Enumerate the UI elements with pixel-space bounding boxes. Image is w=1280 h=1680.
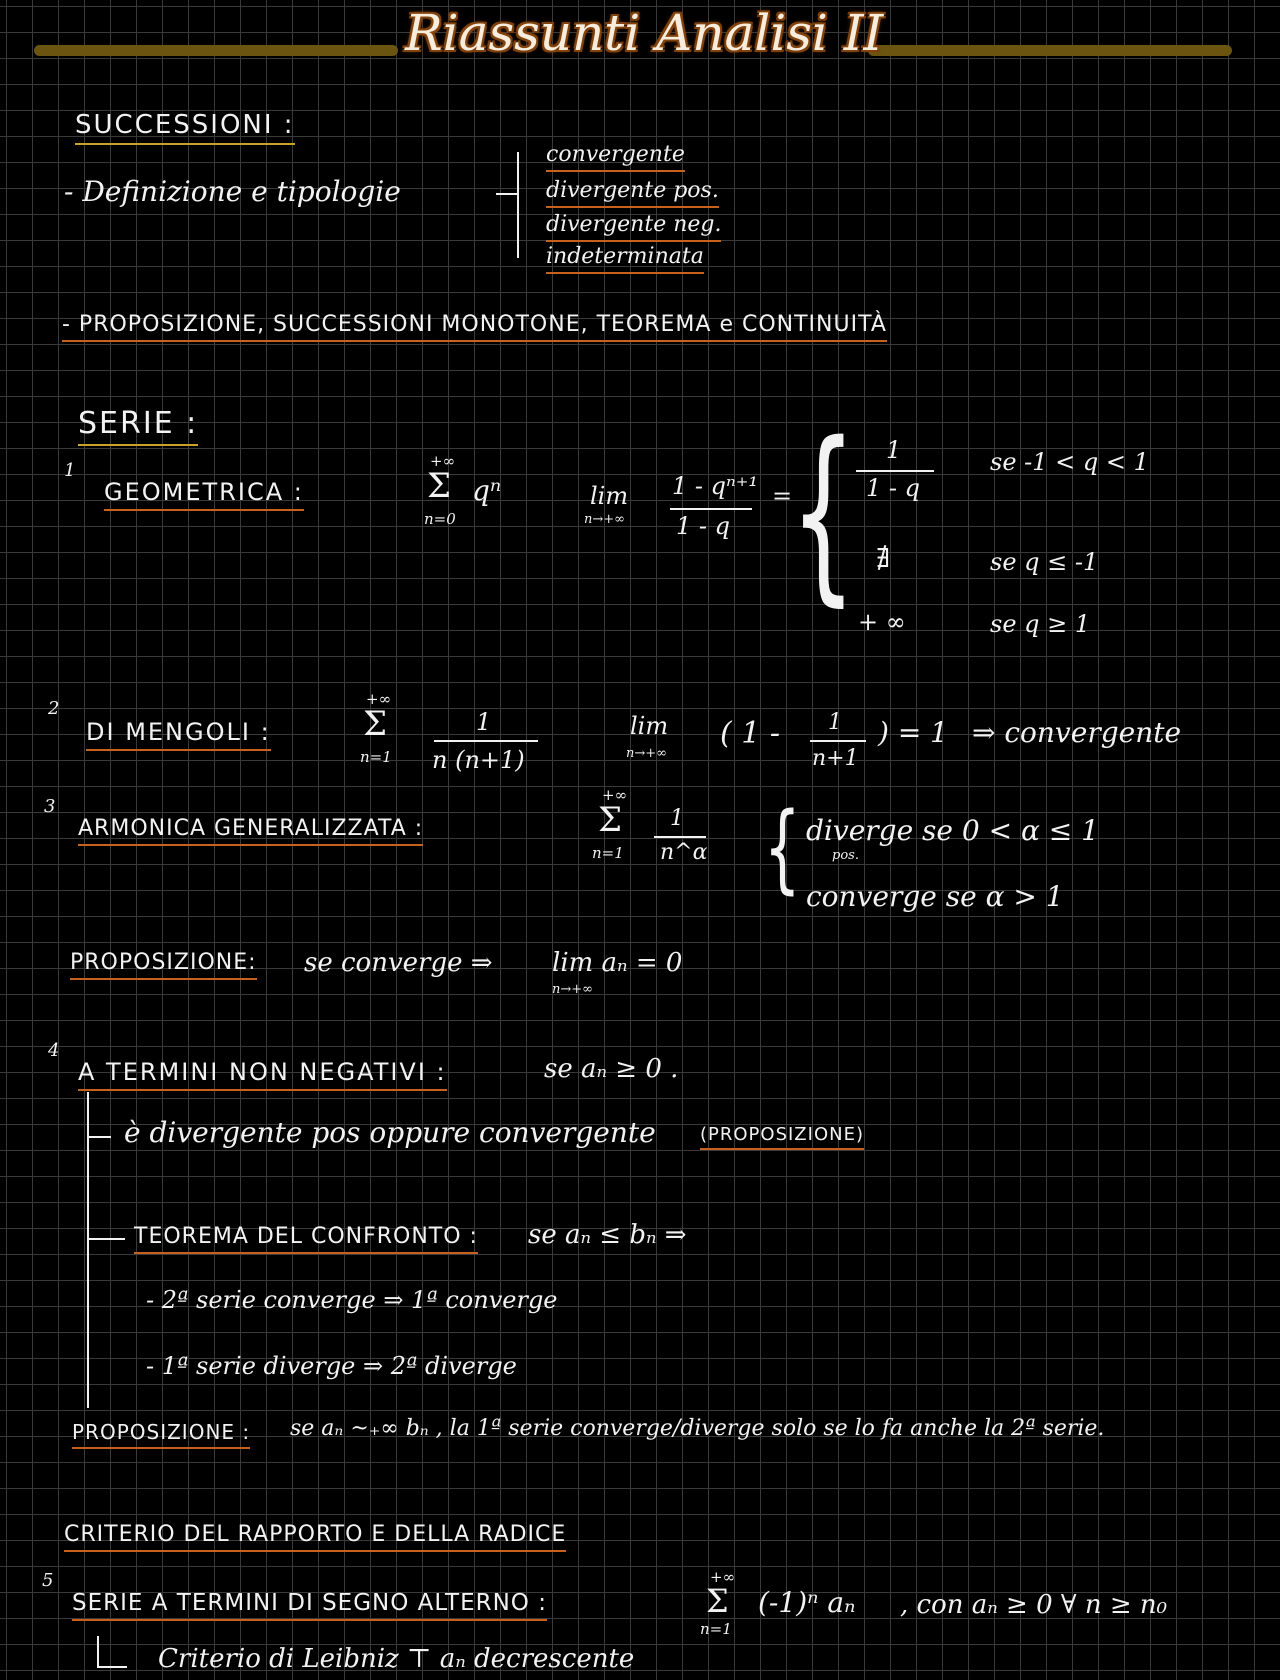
proposizione-lim-sub: n→+∞ bbox=[552, 982, 593, 997]
title-bar-left bbox=[34, 45, 398, 56]
branch-proposizione-tag: (PROPOSIZIONE) bbox=[700, 1124, 864, 1150]
lim: lim bbox=[590, 482, 629, 510]
page-title: Riassunti Analisi II bbox=[405, 4, 884, 62]
teorema-confronto-label: TEOREMA DEL CONFRONTO : bbox=[134, 1224, 478, 1254]
proposizione-successioni: - PROPOSIZIONE, SUCCESSIONI MONOTONE, TEOREMA e CONTINUITÀ bbox=[62, 312, 887, 342]
case3-val: + ∞ bbox=[858, 608, 906, 636]
case1-cond: se -1 < q < 1 bbox=[990, 448, 1149, 476]
sum-top: +∞ bbox=[366, 690, 392, 708]
tipologie-bracket bbox=[517, 152, 519, 258]
proposizione-asintotico-text: se aₙ ~₊∞ bₙ , la 1ª serie converge/diverge solo se lo fa anche la 2ª serie. bbox=[290, 1416, 1105, 1441]
armonica-case1: diverge se 0 < α ≤ 1 bbox=[806, 814, 1099, 847]
mengoli-convergente: ⇒ convergente bbox=[972, 716, 1182, 749]
confronto-item-2: - 1ª serie diverge ⇒ 2ª diverge bbox=[146, 1352, 517, 1380]
branch-divergente: è divergente pos oppure convergente bbox=[124, 1116, 656, 1149]
sum-top: +∞ bbox=[430, 452, 456, 470]
confronto-item-1: - 2ª serie converge ⇒ 1ª converge bbox=[146, 1286, 558, 1314]
teorema-confronto-cond: se aₙ ≤ bₙ ⇒ bbox=[528, 1220, 687, 1250]
case1-num: 1 bbox=[886, 436, 902, 464]
inner-num: 1 bbox=[828, 710, 842, 735]
case3-cond: se q ≥ 1 bbox=[990, 610, 1091, 638]
sum-bottom: n=1 bbox=[360, 748, 392, 766]
sum-sigma: Σ bbox=[706, 1582, 729, 1620]
sum-sigma: Σ bbox=[427, 466, 452, 506]
proposizione-label: PROPOSIZIONE: bbox=[70, 950, 257, 980]
case1-den: 1 - q bbox=[866, 474, 920, 502]
lim-sub: n→+∞ bbox=[584, 512, 625, 527]
proposizione-text: se converge ⇒ bbox=[304, 948, 493, 978]
non-negativi-tree bbox=[87, 1092, 89, 1408]
tipologia-divergente-neg: divergente neg. bbox=[546, 212, 721, 242]
sum-top: +∞ bbox=[602, 786, 628, 804]
criterio-rapporto-radice: CRITERIO DEL RAPPORTO E DELLA RADICE bbox=[64, 1522, 566, 1552]
definizione-label: - Definizione e tipologie bbox=[64, 175, 401, 208]
armonica-label: ARMONICA GENERALIZZATA : bbox=[78, 816, 423, 846]
frac-num: 1 bbox=[476, 708, 492, 736]
geometrica-label: GEOMETRICA : bbox=[104, 478, 304, 511]
criterio-leibniz: Criterio di Leibniz ⊤ aₙ decrescente bbox=[158, 1644, 635, 1674]
serie-heading: SERIE : bbox=[78, 406, 198, 446]
case2-val: ∄ bbox=[876, 544, 891, 574]
mengoli-number: 2 bbox=[48, 698, 60, 719]
mengoli-label: DI MENGOLI : bbox=[86, 718, 271, 751]
lim-sub: n→+∞ bbox=[626, 746, 667, 761]
sum-sigma: Σ bbox=[363, 704, 388, 744]
segno-alterno-label: SERIE A TERMINI DI SEGNO ALTERNO : bbox=[72, 1590, 547, 1621]
equals: = bbox=[772, 482, 793, 510]
sum-bottom: n=0 bbox=[424, 510, 456, 528]
sum-sigma: Σ bbox=[598, 800, 623, 840]
armonica-number: 3 bbox=[44, 796, 56, 817]
geometrica-brace: { bbox=[790, 402, 857, 623]
frac-den: n^α bbox=[660, 840, 708, 865]
proposizione-asintotico-label: PROPOSIZIONE : bbox=[72, 1420, 250, 1449]
frac-den: 1 - q bbox=[676, 512, 730, 540]
armonica-brace: { bbox=[764, 792, 801, 904]
frac-num: 1 - qⁿ⁺¹ bbox=[672, 472, 759, 500]
case2-cond: se q ≤ -1 bbox=[990, 548, 1099, 576]
sum-bottom: n=1 bbox=[700, 1620, 732, 1638]
sum-bottom: n=1 bbox=[592, 844, 624, 862]
tipologia-convergente: convergente bbox=[546, 142, 685, 172]
proposizione-lim: lim aₙ = 0 bbox=[552, 948, 683, 978]
geometrica-number: 1 bbox=[64, 460, 76, 481]
non-negativi-cond: se aₙ ≥ 0 . bbox=[544, 1054, 679, 1084]
frac-den: n (n+1) bbox=[432, 746, 525, 774]
segno-alterno-cond: , con aₙ ≥ 0 ∀ n ≥ n₀ bbox=[900, 1590, 1168, 1620]
armonica-case2: converge se α > 1 bbox=[806, 880, 1064, 913]
geometrica-term: qⁿ bbox=[472, 474, 502, 507]
non-negativi-number: 4 bbox=[48, 1040, 60, 1061]
segno-alterno-term: (-1)ⁿ aₙ bbox=[758, 1586, 856, 1619]
title-bar-right bbox=[868, 45, 1232, 56]
inner-den: n+1 bbox=[812, 746, 859, 771]
mengoli-result: ) = 1 bbox=[878, 716, 948, 749]
lim: lim bbox=[630, 712, 669, 740]
segno-alterno-number: 5 bbox=[42, 1570, 54, 1591]
tipologia-indeterminata: indeterminata bbox=[546, 244, 704, 274]
successioni-heading: SUCCESSIONI : bbox=[75, 110, 295, 145]
inner-expr: ( 1 - bbox=[720, 716, 780, 751]
non-negativi-label: A TERMINI NON NEGATIVI : bbox=[78, 1058, 447, 1091]
armonica-case1-note: pos. bbox=[832, 848, 859, 863]
frac-num: 1 bbox=[670, 806, 684, 831]
sum-top: +∞ bbox=[710, 1568, 736, 1586]
tipologia-divergente-pos: divergente pos. bbox=[546, 178, 719, 208]
